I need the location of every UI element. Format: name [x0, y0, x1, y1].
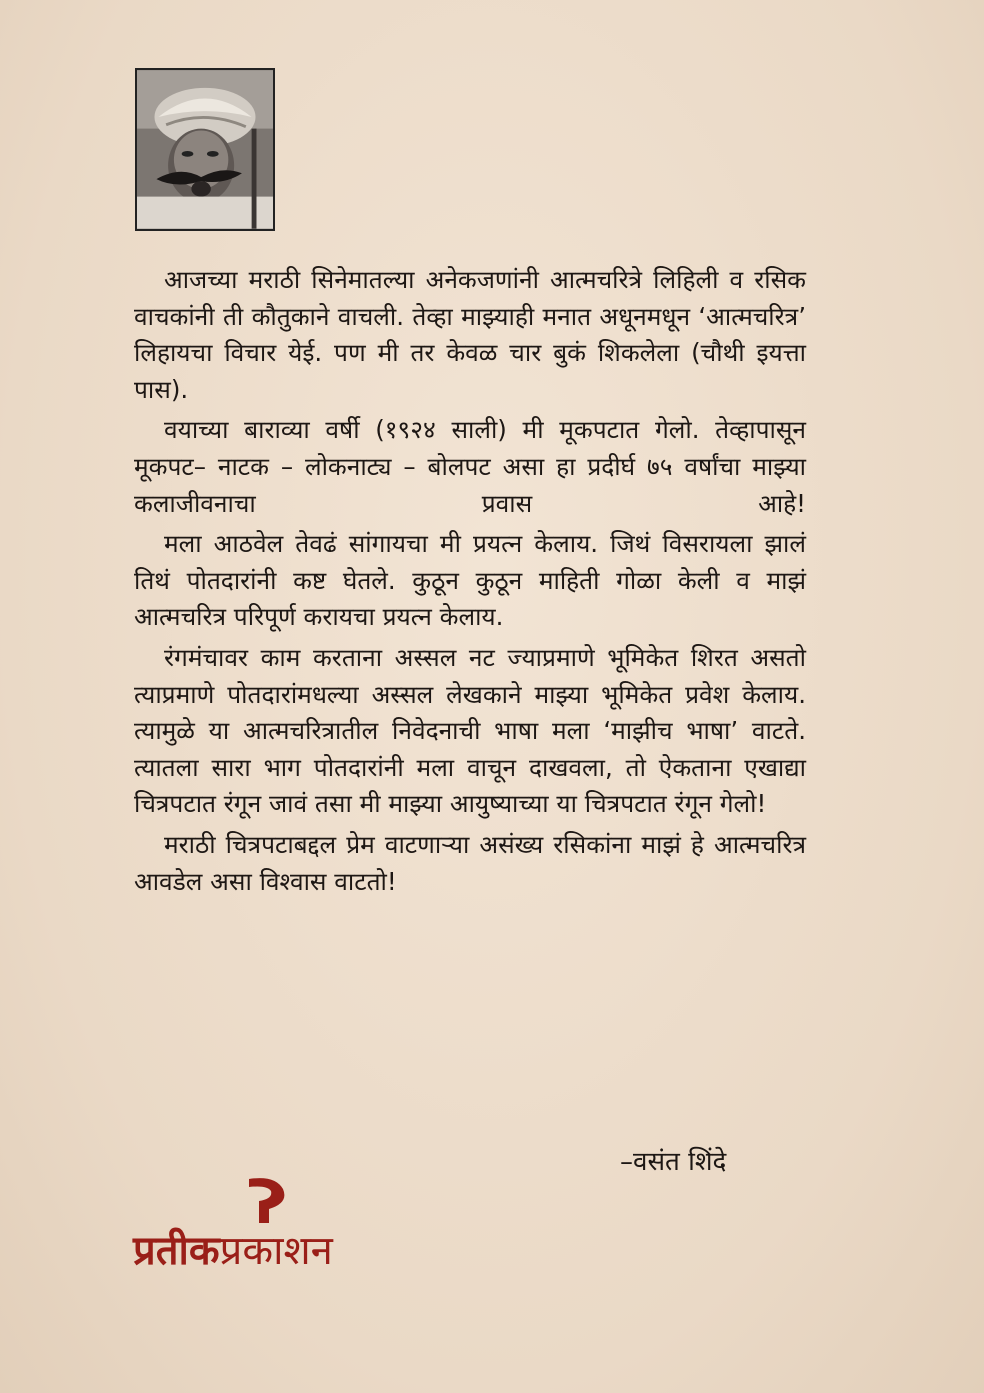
publisher-name-bold: प्रतीक [133, 1228, 220, 1274]
author-signature: –वसंत शिंदे [620, 1147, 727, 1177]
paragraph-1: आजच्या मराठी सिनेमातल्या अनेकजणांनी आत्मचरित्रे लिहिली व रसिक वाचकांनी ती कौतुकाने वाचली. तेव्हा माझ्याही मनात अधूनमधून ‘आत्मचरित्र’ लिहायचा विचार येई. पण मी तर केवळ चार बुकं शिकलेला (चौथी इयत्ता पास). [134, 265, 806, 404]
paragraph-5: मराठी चित्रपटाबद्दल प्रेम वाटणाऱ्या असंख्य रसिकांना माझं हे आत्मचरित्र आवडेल असा विश्वास वाटतो! [134, 829, 806, 896]
author-photo [135, 68, 275, 231]
author-portrait-icon [137, 70, 273, 229]
paragraph-2: वयाच्या बाराव्या वर्षी (१९२४ साली) मी मूकपटात गेलो. तेव्हापासून मूकपट– नाटक – लोकनाट्य – बोलपट असा हा प्रदीर्घ ७५ वर्षांचा माझ्या कलाजीवनाचा प्रवास आहे! [134, 415, 806, 518]
paragraph-3: मला आठवेल तेवढं सांगायचा मी प्रयत्न केलाय. जिथं विसरायला झालं तिथं पोतदारांनी कष्ट घेतले. कुठून कुठून माहिती गोळा केली व माझं आत्मचरित्र परिपूर्ण करायचा प्रयत्न केलाय. [134, 529, 806, 632]
publisher-logo [133, 1175, 403, 1285]
publisher-logo-mark-icon [245, 1175, 291, 1225]
preface-text [134, 262, 806, 904]
publisher-name-regular: प्रकाशन [219, 1228, 333, 1274]
publisher-name [133, 1227, 333, 1275]
paragraph-4: रंगमंचावर काम करताना अस्सल नट ज्याप्रमाणे भूमिकेत शिरत असतो त्याप्रमाणे पोतदारांमधल्या अस्सल लेखकाने माझ्या भूमिकेत प्रवेश केलाय. त्यामुळे या आत्मचरित्रातील निवेदनाची भाषा मला ‘माझीच भाषा’ वाटते. त्यातला सारा भाग पोतदारांनी मला वाचून दाखवला, तो ऐकताना एखाद्या चित्रपटात रंगून जावं तसा मी माझ्या आयुष्याच्या या चित्रपटात रंगून गेलो! [134, 642, 806, 819]
